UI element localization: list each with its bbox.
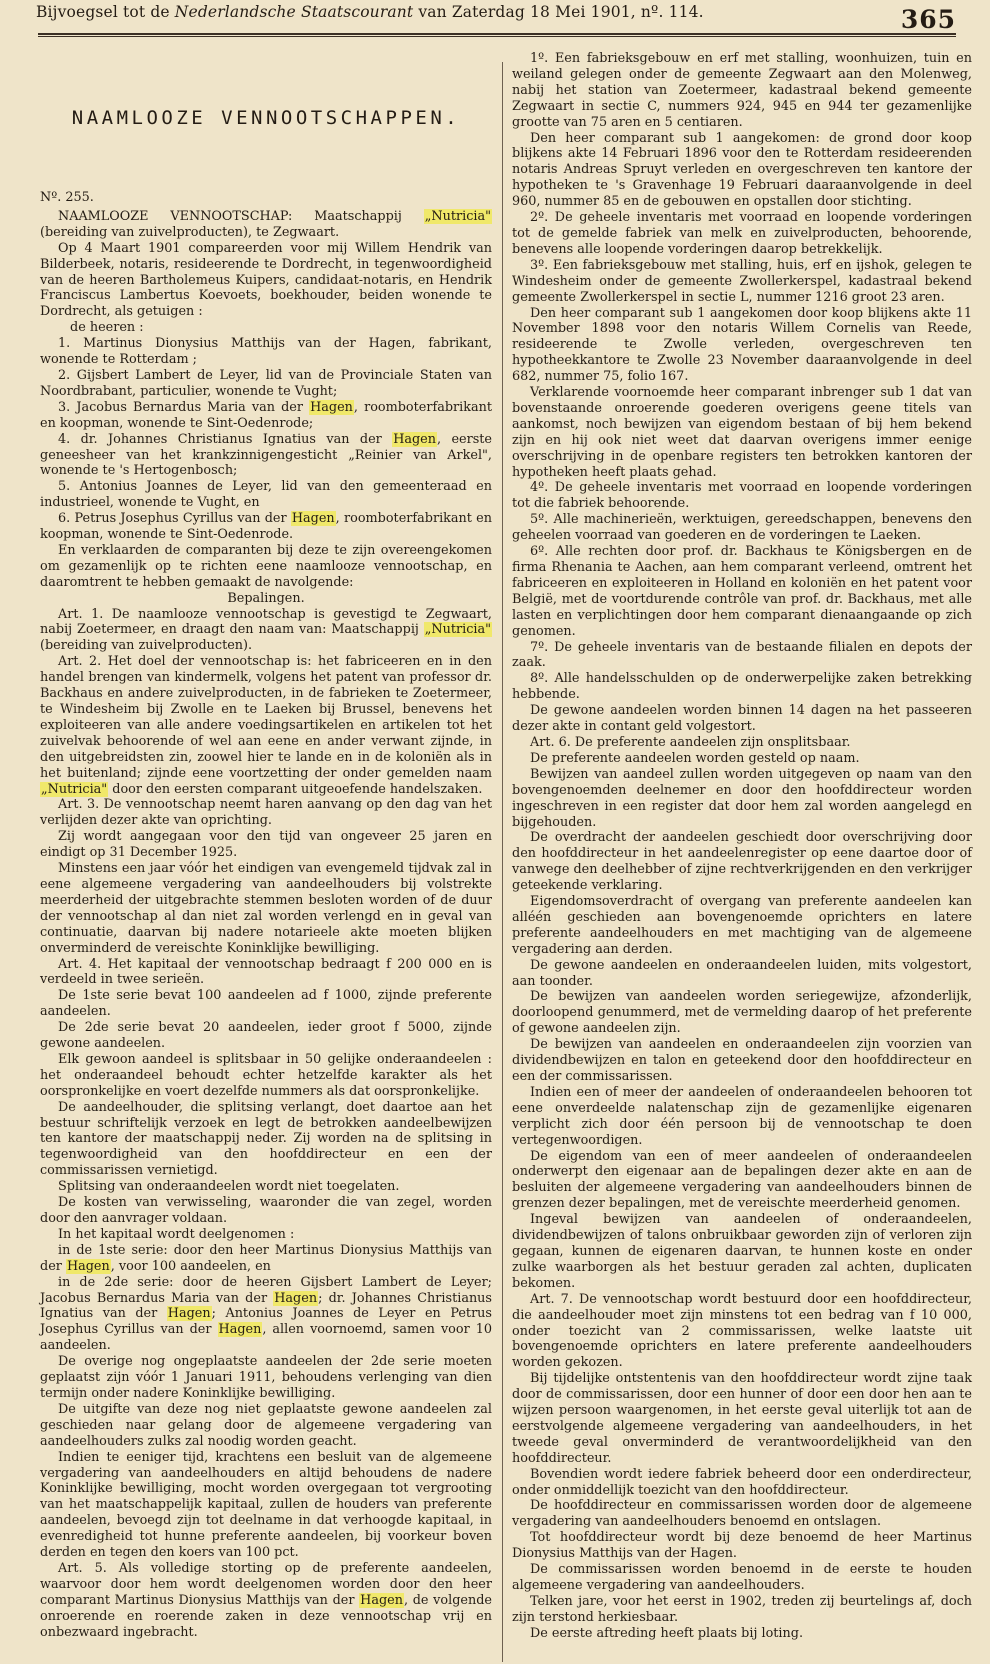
left-column [40, 190, 492, 1640]
highlight-term: Hagen [360, 1592, 403, 1608]
paragraph: Ingeval bewijzen van aandeelen of onderaandeelen, dividendbewijzen of talons onbruikbaar geworden zijn of verloren zijn gegaan, kunnen de eigenaren daarvan, te hunnen koste en onder zulke waarborgen als het bestuur geraden zal achten, duplicaten bekomen. [512, 1212, 972, 1291]
paragraph: 8º. Alle handelsschulden op de onderwerpelijke zaken betrekking hebbende. [512, 671, 972, 703]
header-text-a: Bijvoegsel tot de [36, 3, 175, 21]
paragraph: De overige nog ongeplaatste aandeelen der 2de serie moeten geplaatst zijn vóór 1 Januari 1911, behoudens verlenging van dien termijn onder nadere Koninklijke bewilliging. [40, 1354, 492, 1401]
paragraph: Eigendomsoverdracht of overgang van preferente aandeelen kan alléén geschieden aan bovengenoemde oprichters en latere preferente aandeelhouders en met machtiging van de algemeene vergadering aan derden. [512, 894, 972, 957]
paragraph: De gewone aandeelen en onderaandeelen luiden, mits volgestort, aan toonder. [512, 957, 972, 989]
paragraph: De bewijzen van aandeelen en onderaandeelen zijn voorzien van dividendbewijzen en talon en geteekend door den hoofddirecteur en een der commissarissen. [512, 1037, 972, 1084]
right-column [512, 51, 972, 1642]
paragraph: Telken jare, voor het eerst in 1902, treden zij beurtelings af, doch zijn terstond herkiesbaar. [512, 1593, 972, 1625]
paragraph: 5. Antonius Joannes de Leyer, lid van den gemeenteraad en industrieel, wonende te Vught, en [40, 479, 492, 511]
paragraph: Art. 3. De vennootschap neemt haren aanvang op den dag van het verlijden dezer akte van oprichting. [40, 797, 492, 829]
paragraph: Art. 5. Als volledige storting op de preferente aandeelen, waarvoor door hem wordt deelgenomen worden door den heer comparant Martinus Dionysius Matthijs van der Hagen, de volgende onroerende en roerende zaken in deze vennootschap vrij en onbezwaard ingebracht. [40, 1560, 492, 1640]
highlight-term: Hagen [274, 1290, 318, 1306]
subheading: Bepalingen. [227, 590, 305, 606]
paragraph: De aandeelhouder, die splitsing verlangt, doet daartoe aan het bestuur schriftelijk verzoek en legt de betrokken aandeelbewijzen ten kantore der maatschappij neder. Zij worden na de splitsing in tegenwoordigheid van den hoofddirecteur en een der commissarissen vernietigd. [40, 1099, 492, 1179]
header-rule [38, 33, 956, 37]
paragraph: 7º. De geheele inventaris van de bestaande filialen en depots der zaak. [512, 639, 972, 671]
paragraph: Verklarende voornoemde heer comparant inbrenger sub 1 dat van bovenstaande onroerende goederen overigens geene titels van aankomst, noch bewijzen van eigendom bestaan of bij hem bekend zijn en hij ook niet weet dat daarvan overigens immer eenige overschrijving in de openbare registers ten betrokken kantoren der hypotheken heeft plaats gehad. [512, 385, 972, 480]
paragraph: De eigendom van een of meer aandeelen of onderaandeelen onderwerpt den eigenaar aan de bepalingen dezer akte en aan de besluiten der algemeene vergadering van aandeelhouders binnen de grenzen dezer bepalingen, met de vereischte meerderheid genomen. [512, 1148, 972, 1212]
paragraph: Art. 1. De naamlooze vennootschap is gevestigd te Zegwaart, nabij Zoetermeer, en draagt den naam van: Maatschappij „Nutricia" (bereiding van zuivelproducten). [40, 606, 492, 654]
paragraph: Tot hoofddirecteur wordt bij deze benoemd de heer Martinus Dionysius Matthijs van der Hagen. [512, 1530, 972, 1562]
paragraph: En verklaarden de comparanten bij deze te zijn overeengekomen om gezamenlijk op te richten eene naamlooze vennootschap, en daaromtrent te hebben gemaakt de navolgende: [40, 542, 492, 590]
highlight-term: Hagen [167, 1306, 211, 1322]
paragraph: 6º. Alle rechten door prof. dr. Backhaus te Königsbergen en de firma Rhenania te Aachen, aan hem comparant verleend, omtrent het fabriceeren en exploiteeren in Holland en koloniën en het patent voor België, met de voortdurende contrôle van prof. dr. Backhaus, met alle lasten en verplichtingen door hem comparant dienaangaande op zich genomen. [512, 544, 972, 639]
highlight-term: „Nutricia" [424, 208, 491, 224]
highlight-term: „Nutricia" [424, 622, 491, 638]
paragraph: Splitsing van onderaandeelen wordt niet toegelaten. [58, 1179, 400, 1195]
paragraph: Art. 6. De preferente aandeelen zijn onsplitsbaar. [530, 734, 851, 750]
highlight-term: Hagen [310, 399, 353, 415]
paragraph: Art. 4. Het kapitaal der vennootschap bedraagt f 200 000 en is verdeeld in twee serieën. [40, 956, 492, 988]
paragraph: 5º. Alle machinerieën, werktuigen, gereedschappen, benevens den geheelen voorraad van goederen en de vorderingen te Laeken. [512, 512, 972, 544]
highlight-term: „Nutricia" [41, 781, 108, 797]
highlight-term: Hagen [218, 1322, 262, 1338]
page-number: 365 [900, 5, 956, 34]
paragraph: Art. 2. Het doel der vennootschap is: het fabriceeren en in den handel brengen van kindermelk, volgens het patent van professor dr. Backhaus en andere zuivelproducten, in de fabrieken te Zoetermeer, te Windesheim bij Zwolle en te Laeken bij Brussel, benevens het exploiteeren van alle andere voedingsartikelen en artikelen tot het zuivelvak behoorende of wel aan eene en ander verwant zijnde, in den uitgebreidsten zin, zoowel hier te lande en in de koloniën als in het buitenland; zijnde eene voortzetting der onder gemelden naam „Nutricia" door den eersten comparant uitgeoefende handelszaken. [40, 654, 492, 797]
paragraph: Elk gewoon aandeel is splitsbaar in 50 gelijke onderaandeelen : het onderaandeel behoudt echter hetzelfde karakter als het oorspronkelijke en voert dezelfde nummers als dat oorspronkelijke. [40, 1051, 492, 1099]
paragraph: De 1ste serie bevat 100 aandeelen ad f 1000, zijnde preferente aandeelen. [40, 988, 492, 1020]
paragraph: 6. Petrus Josephus Cyrillus van der Hagen, roomboterfabrikant en koopman, wonende te Sint-Oedenrode. [40, 511, 492, 543]
paragraph: 4º. De geheele inventaris met voorraad en loopende vorderingen tot die fabriek behoorende. [512, 480, 972, 512]
page-header [36, 3, 956, 34]
paragraph: 4. dr. Johannes Christianus Ignatius van der Hagen, eerste geneesheer van het krankzinnigengesticht „Reinier van Arkel", wonende te 's Hertogenbosch; [40, 431, 492, 479]
paragraph: 2º. De geheele inventaris met voorraad en loopende vorderingen tot de gemelde fabriek van melk en zuivelproducten, behoorende, benevens alle loopende vorderingen daarop betrekkelijk. [512, 210, 972, 257]
paragraph: De kosten van verwisseling, waaronder die van zegel, worden door den aanvrager voldaan. [40, 1195, 492, 1226]
highlight-term: Hagen [291, 511, 335, 527]
paragraph: Minstens een jaar vóór het eindigen van evengemeld tijdvak zal in eene algemeene vergadering van aandeelhouders bij volstrekte meerderheid der uitgebrachte stemmen besloten worden of de duur der vennootschap al dan niet zal worden verlengd en in geval van continuatie, daarvan bij nadere notarieele akte moeten blijken onverminderd de vereischte Koninklijke bewilliging. [40, 861, 492, 956]
paragraph: In het kapitaal wordt deelgenomen : [58, 1226, 295, 1242]
highlight-term: Hagen [66, 1258, 110, 1274]
header-text-b: van Zaterdag 18 Mei 1901, nº. 114. [413, 3, 704, 21]
paragraph: 1. Martinus Dionysius Matthijs van der Hagen, fabrikant, wonende te Rotterdam ; [40, 336, 492, 368]
paragraph: De gewone aandeelen worden binnen 14 dagen na het passeeren dezer akte in contant geld volgestort. [512, 703, 972, 735]
paragraph: Bewijzen van aandeel zullen worden uitgegeven op naam van den bovengenoemden deelnemer en door den hoofddirecteur worden ingeschreven in een register dat door hem zal worden aangelegd en bijgehouden. [512, 766, 972, 830]
paragraph: Indien een of meer der aandeelen of onderaandeelen behooren tot eene onverdeelde nalatenschap zijn de gezamenlijke eigenaren verplicht zich door één persoon bij de vennootschap te doen vertegenwoordigen. [512, 1084, 972, 1148]
paragraph: Den heer comparant sub 1 aangekomen: de grond door koop blijkens akte 14 Februari 1896 voor den te Rotterdam resideerenden notaris Andreas Spruyt verleden en overgeschreven ten kantore der hypotheken te 's Gravenhage 19 Februari daaraanvolgende in deel 960, nummer 85 en de gebouwen en opstallen door stichting. [512, 130, 972, 210]
paragraph: 3. Jacobus Bernardus Maria van der Hagen, roomboterfabrikant en koopman, wonende te Sint-Oedenrode; [40, 399, 493, 431]
paragraph: De preferente aandeelen worden gesteld op naam. [530, 750, 860, 766]
section-title: NAAMLOOZE VENNOOTSCHAPPEN. [71, 107, 461, 129]
paragraph: Bovendien wordt iedere fabriek beheerd door een onderdirecteur, onder onmiddellijk toezicht van den hoofddirecteur. [512, 1466, 972, 1498]
paragraph: 3º. Een fabrieksgebouw met stalling, huis, erf en ijshok, gelegen te Windesheim onder de gemeente Zwollerkerspel, kadastraal bekend gemeente Zwollerkerspel in sectie L, nummer 1216 groot 23 aren. [512, 257, 972, 305]
paragraph: De 2de serie bevat 20 aandeelen, ieder groot f 5000, zijnde gewone aandeelen. [40, 1020, 492, 1052]
column-divider [502, 62, 503, 1662]
paragraph: in de 2de serie: door de heeren Gijsbert Lambert de Leyer; Jacobus Bernardus Maria van der Hagen; dr. Johannes Christianus Ignatius van der Hagen; Antonius Joannes de Leyer en Petrus Josephus Cyrillus van der Hagen, allen voornoemd, samen voor 10 aandeelen. [40, 1274, 493, 1354]
notice-title: NAAMLOOZE VENNOOTSCHAP: Maatschappij „Nutricia" (bereiding van zuivelproducten), te Zegwaart. [40, 208, 491, 240]
paragraph: Zij wordt aangegaan voor den tijd van ongeveer 25 jaren en eindigt op 31 December 1925. [40, 829, 492, 861]
header-publication-name: Nederlandsche Staatscourant [174, 3, 414, 21]
paragraph: De bewijzen van aandeelen worden seriegewijze, afzonderlijk, doorloopend genummerd, met de vermelding daarop of het preferente of gewone aandeelen zijn. [512, 989, 972, 1037]
highlight-term: Hagen [393, 431, 436, 447]
paragraph: De hoofddirecteur en commissarissen worden door de algemeene vergadering van aandeelhouders benoemd en ontslagen. [512, 1498, 972, 1530]
paragraph: De overdracht der aandeelen geschiedt door overschrijving door den hoofddirecteur in het aandeelenregister op eene daartoe door of vanwege den deelhebber of zijne rechtverkrijgenden en den verkrijger geteekende verklaring. [512, 830, 972, 894]
paragraph: De uitgifte van deze nog niet geplaatste gewone aandeelen zal geschieden naar gelang door de algemeene vergadering van aandeelhouders zulks zal noodig worden geacht. [40, 1401, 492, 1449]
paragraph: Op 4 Maart 1901 compareerden voor mij Willem Hendrik van Bilderbeek, notaris, resideerende te Dordrecht, in tegenwoordigheid van de heeren Bartholemeus Kuipers, candidaat-notaris, en Hendrik Franciscus Lambertus Koevoets, boekhouder, beiden wonende te Dordrecht, als getuigen : [40, 240, 492, 320]
paragraph: Indien te eeniger tijd, krachtens een besluit van de algemeene vergadering van aandeelhouders en altijd behoudens de nadere Koninklijke bewilliging, mocht worden overgegaan tot vergrooting van het maatschappelijk kapitaal, zullen de houders van preferente aandeelen, bevoegd zijn tot deelname in dat verhoogde kapitaal, in evenredigheid tot hunne preferente aandeelen, bij voorkeur boven derden en tegen den koers van 100 pct. [40, 1449, 492, 1561]
paragraph: 2. Gijsbert Lambert de Leyer, lid van de Provinciale Staten van Noordbrabant, particulier, wonende te Vught; [40, 367, 492, 399]
paragraph: De eerste aftreding heeft plaats bij loting. [530, 1625, 804, 1641]
paragraph: 1º. Een fabrieksgebouw en erf met stalling, woonhuizen, tuin en weiland gelegen onder de gemeente Zegwaart aan den Molenweg, nabij het station van Zoetermeer, kadastraal bekend gemeente Zegwaart in sectie C, nummers 924, 945 en 944 ter gezamenlijke grootte van 75 aren en 5 centiaren. [512, 51, 972, 130]
notice-number: Nº. 255. [40, 190, 94, 205]
paragraph: Den heer comparant sub 1 aangekomen door koop blijkens akte 11 November 1898 voor den notaris Willem Cornelis van Reede, resideerende te Zwolle verleden, overgeschreven ten hypotheekkantore te Zwolle 23 November daaraanvolgende in deel 682, nummer 75, folio 167. [512, 305, 972, 385]
paragraph: Art. 7. De vennootschap wordt bestuurd door een hoofddirecteur, die aandeelhouder moet zijn minstens tot een bedrag van f 10 000, onder toezicht van 2 commissarissen, welke laatste uit bovengenoemde oprichters en latere preferente aandeelhouders worden gekozen. [512, 1291, 972, 1371]
paragraph: in de 1ste serie: door den heer Martinus Dionysius Matthijs van der Hagen, voor 100 aandeelen, en [40, 1242, 492, 1274]
paragraph: de heeren : [70, 320, 144, 336]
paragraph: Bij tijdelijke ontstentenis van den hoofddirecteur wordt zijne taak door de commissarissen, door een hunner of door een door hen aan te wijzen persoon waargenomen, in het eerste geval uiterlijk tot aan de eerstvolgende algemeene vergadering van aandeelhouders, in het tweede geval onverminderd de verantwoordelijkheid van den hoofddirecteur. [512, 1371, 972, 1466]
paragraph: De commissarissen worden benoemd in de eerste te houden algemeene vergadering van aandeelhouders. [512, 1562, 972, 1593]
